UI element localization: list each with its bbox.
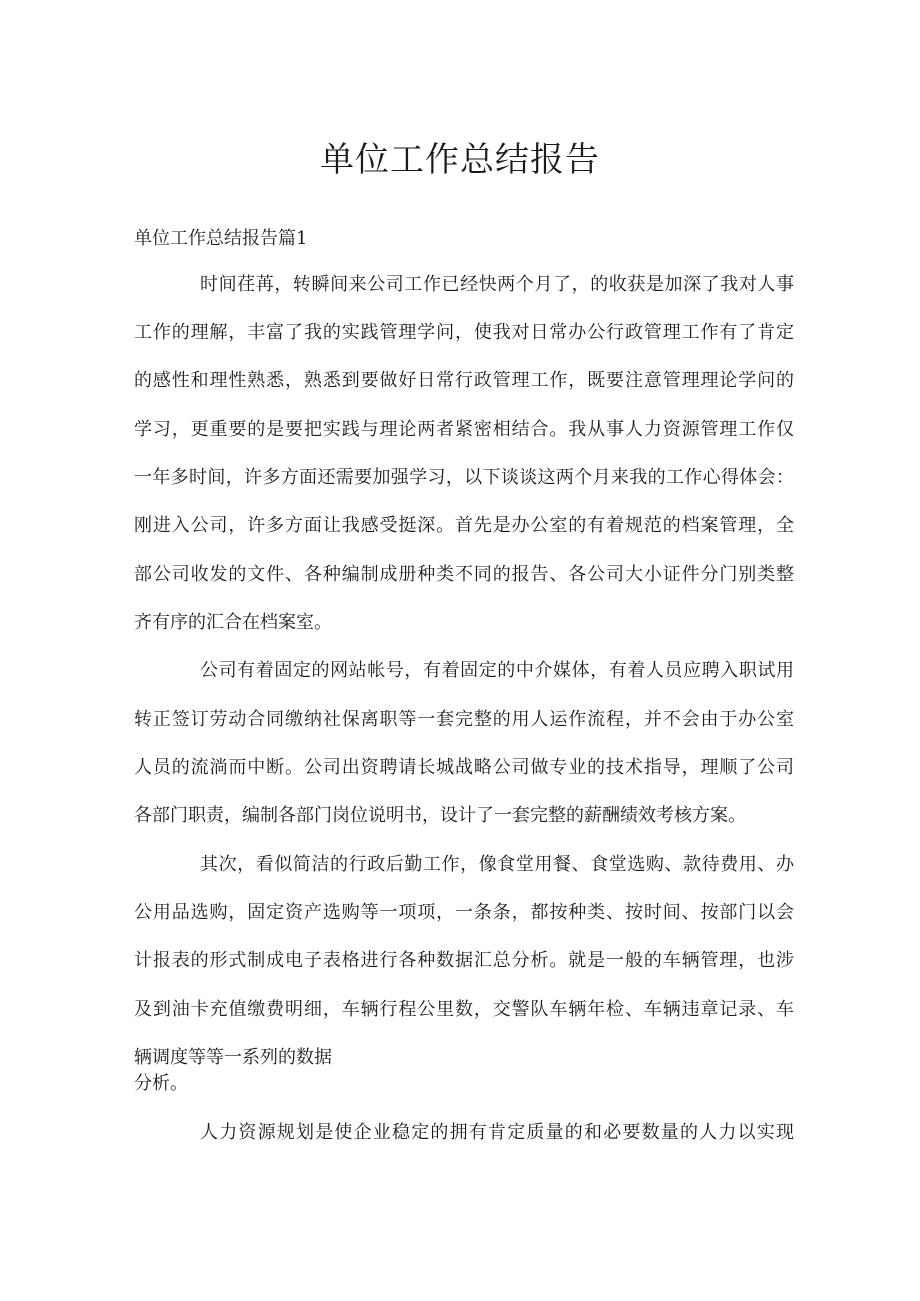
- paragraph-line: 公用品选购，固定资产选购等一项项，一条条，都按种类、按时间、按部门以会: [134, 902, 794, 923]
- section-heading: 单位工作总结报告篇1: [134, 228, 308, 249]
- paragraph-line: 分析。: [134, 1073, 188, 1094]
- paragraph-line: 的感性和理性熟悉，熟悉到要做好日常行政管理工作，既要注意管理理论学问的: [134, 370, 794, 391]
- paragraph-line: 及到油卡充值缴费明细，车辆行程公里数，交警队车辆年检、车辆违章记录、车: [134, 999, 794, 1020]
- paragraph-line: 时间荏苒，转瞬间来公司工作已经快两个月了，的收获是加深了我对人事: [200, 274, 794, 295]
- paragraph-line: 公司有着固定的网站帐号，有着固定的中介媒体，有着人员应聘入职试用: [200, 660, 794, 681]
- paragraph-line: 其次，看似简洁的行政后勤工作，像食堂用餐、食堂选购、款待费用、办: [200, 854, 794, 875]
- paragraph-line: 齐有序的汇合在档案室。: [134, 612, 332, 633]
- paragraph-line: 计报表的形式制成电子表格进行各种数据汇总分析。就是一般的车辆管理，也涉: [134, 950, 794, 971]
- paragraph-line: 辆调度等等一系列的数据: [134, 1047, 332, 1068]
- document-title: 单位工作总结报告: [320, 140, 600, 180]
- paragraph-line: 各部门职责，编制各部门岗位说明书，设计了一套完整的薪酬绩效考核方案。: [134, 805, 746, 826]
- paragraph-line: 工作的理解，丰富了我的实践管理学问，使我对日常办公行政管理工作有了肯定: [134, 322, 794, 343]
- paragraph-line: 一年多时间，许多方面还需要加强学习，以下谈谈这两个月来我的工作心得体会：: [134, 467, 794, 488]
- paragraph-line: 学习，更重要的是要把实践与理论两者紧密相结合。我从事人力资源管理工作仅: [134, 419, 794, 440]
- paragraph-line: 刚进入公司，许多方面让我感受挺深。首先是办公室的有着规范的档案管理，全: [134, 515, 794, 536]
- paragraph-line: 人员的流淌而中断。公司出资聘请长城战略公司做专业的技术指导，理顺了公司: [134, 757, 794, 778]
- paragraph-line: 转正签订劳动合同缴纳社保离职等一套完整的用人运作流程，并不会由于办公室: [134, 709, 794, 730]
- paragraph-line: 部公司收发的文件、各种编制成册种类不同的报告、各公司大小证件分门别类整: [134, 564, 794, 585]
- paragraph-line: 人力资源规划是使企业稳定的拥有肯定质量的和必要数量的人力以实现: [200, 1122, 794, 1143]
